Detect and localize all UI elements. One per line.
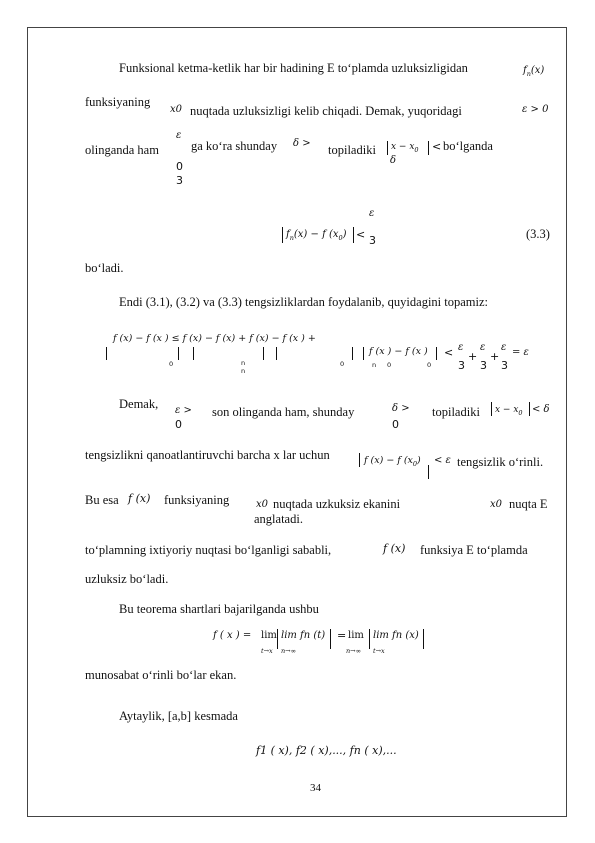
- big-inequality-part2: f (x ) − f (x ): [369, 346, 428, 357]
- x0-symbol-3: x0: [490, 499, 503, 510]
- digit-three: 3: [176, 174, 183, 187]
- big-bar-4: [263, 347, 264, 360]
- paragraph-6-mid: son olinganda ham, shunday: [212, 405, 355, 419]
- paragraph-6-lead: Demak,: [119, 397, 159, 411]
- paragraph-8-mid: nuqtada uzkuksiz ekanini anglatadi.: [254, 497, 401, 526]
- big-plus-2: +: [490, 350, 500, 363]
- big-three-3: 3: [501, 359, 508, 372]
- abs-expression: $x - x_0$: [391, 142, 419, 154]
- big-inequality-part1: f (x) − f (x ) ≤ f (x) − f (x) + f (x) − f (x ) +: [113, 333, 316, 344]
- paragraph-10: uzluksiz bo‘ladi.: [85, 572, 169, 586]
- function-sequence: f1 ( x), f2 ( x),..., fn ( x),...: [256, 744, 397, 757]
- paragraph-9-a: to‘plamning ixtiyoriy nuqtasi bo‘lganligi sababli,: [85, 543, 332, 557]
- eq33-epsilon: ε: [369, 208, 375, 219]
- lim-inner-2: lim fn (x): [373, 630, 419, 641]
- topiladiki-word-2: topiladiki: [432, 405, 480, 419]
- lim-bracket-2-right: [423, 629, 424, 649]
- lim-inner-1-sub: n→∞: [281, 647, 297, 655]
- paragraph-4: bo‘ladi.: [85, 261, 124, 275]
- big-eps-3: ε: [501, 342, 507, 353]
- big-eps-1: ε: [458, 342, 464, 353]
- big-sub-0a: 0: [169, 360, 174, 368]
- lim-eq-lhs: f ( x ) =: [213, 630, 252, 641]
- lt-epsilon: < ε: [434, 455, 451, 466]
- paragraph-12: munosabat o‘rinli bo‘lar ekan.: [85, 668, 237, 682]
- big-three-2: 3: [480, 359, 487, 372]
- paragraph-7-tail: tengsizlik o‘rinli.: [457, 455, 544, 469]
- lim-2-sub: n→∞: [346, 647, 362, 655]
- paragraph-3-mid: ga ko‘ra shunday: [191, 139, 278, 153]
- big-eps-2: ε: [480, 342, 486, 353]
- big-sub-0c: 0: [387, 361, 392, 369]
- paragraph-7-lead: tengsizlikni qanoatlantiruvchi barcha x lar uchun: [85, 448, 330, 462]
- paragraph-9-b: funksiya E to‘plamda: [420, 543, 528, 557]
- page-number: 34: [310, 782, 321, 794]
- big-bar-2: [178, 347, 179, 360]
- eq33-lhs: $f_n(x) - f$ $(x_0)$: [286, 229, 347, 242]
- eq33-three: 3: [369, 234, 376, 247]
- big-bar-1: [106, 347, 107, 360]
- big-bar-3: [193, 347, 194, 360]
- big-sub-0d: 0: [427, 361, 432, 369]
- abs-expression-2: $x - x_0$: [495, 405, 523, 417]
- digit-zero-1: 0: [175, 418, 182, 431]
- paragraph-5: Endi (3.1), (3.2) va (3.3) tengsizliklardan foydalanib, quyidagini topamiz:: [119, 295, 489, 309]
- paragraph-3-lead: olinganda ham: [85, 143, 159, 157]
- lim-bracket-1-left: [277, 629, 278, 649]
- big-eq-eps: = ε: [512, 347, 529, 358]
- paragraph-2-text: nuqtada uzluksizligi kelib chiqadi. Demak, yuqoridagi: [190, 104, 462, 118]
- big-bar-6: [352, 347, 353, 360]
- big-bar-8: [436, 347, 437, 360]
- paragraph-1-text: Funksional ketma-ketlik har bir hadining E to‘plamda uzluksizligidan: [119, 61, 468, 75]
- big-sub-n: n: [372, 361, 377, 369]
- digit-zero: 0: [176, 160, 183, 173]
- paragraph-13: Aytaylik, [a,b] kesmada: [119, 709, 238, 723]
- big-sub-0b: 0: [340, 360, 345, 368]
- delta-symbol: δ: [390, 155, 397, 166]
- funksiyaning-word: funksiyaning: [164, 493, 230, 507]
- lim-2: lim: [348, 630, 364, 641]
- abs-bar-left-3: [359, 453, 360, 467]
- big-three-1: 3: [458, 359, 465, 372]
- paragraph-11: Bu teorema shartlari bajarilganda ushbu: [119, 602, 319, 616]
- abs-bar-right: [428, 141, 429, 155]
- delta-gt: δ >: [293, 138, 311, 149]
- big-lt: <: [444, 346, 454, 359]
- big-bar-5: [276, 347, 277, 360]
- paragraph-8-lead: Bu esa: [85, 493, 119, 507]
- abs-bar-right-2: [529, 402, 530, 416]
- epsilon-symbol: ε: [176, 130, 182, 141]
- epsilon-gt: ε >: [175, 405, 192, 416]
- lim-1: lim: [261, 630, 277, 641]
- lim-eq-sign: =: [337, 629, 347, 642]
- epsilon-gt-0: ε > 0: [522, 104, 549, 115]
- x0-symbol: x0: [170, 104, 183, 115]
- paragraph-2-lead: funksiyaning: [85, 95, 151, 109]
- lim-bracket-2-left: [369, 629, 370, 649]
- lim-bracket-1-right: [330, 629, 331, 649]
- formula-fn-x: $f_n(x)$: [523, 65, 545, 78]
- digit-zero-2: 0: [392, 418, 399, 431]
- big-bar-7: [363, 347, 364, 360]
- topiladiki-word: topiladiki: [328, 143, 376, 157]
- fx-symbol: f (x): [128, 492, 151, 505]
- big-sub-n1: n: [241, 359, 246, 367]
- fx-symbol-2: f (x): [383, 542, 406, 555]
- paragraph-8-tail: nuqta E: [509, 497, 548, 511]
- abs-bar-right-3: [428, 465, 429, 479]
- abs-bar-left: [387, 141, 388, 155]
- eq33-bar-left: [282, 227, 283, 243]
- lt-delta: < δ: [532, 404, 550, 415]
- abs-expression-3: f (x) − f $(x_0)$: [364, 455, 421, 468]
- lim-inner-2-sub: t→x: [373, 647, 385, 655]
- eq33-bar-right: [353, 227, 354, 243]
- x0-symbol-2: x0: [256, 499, 269, 510]
- big-plus-1: +: [468, 350, 478, 363]
- big-sub-n2: n: [241, 367, 246, 375]
- delta-gt-2: δ >: [392, 403, 410, 414]
- lim-1-sub: t→x: [261, 647, 273, 655]
- equation-number: (3.3): [526, 227, 550, 241]
- lim-inner-1: lim fn (t): [281, 630, 326, 641]
- eq33-lt: <: [356, 228, 366, 241]
- abs-bar-left-2: [491, 402, 492, 416]
- paragraph-3-tail: bo‘lganda: [443, 139, 493, 153]
- less-than: <: [432, 140, 442, 153]
